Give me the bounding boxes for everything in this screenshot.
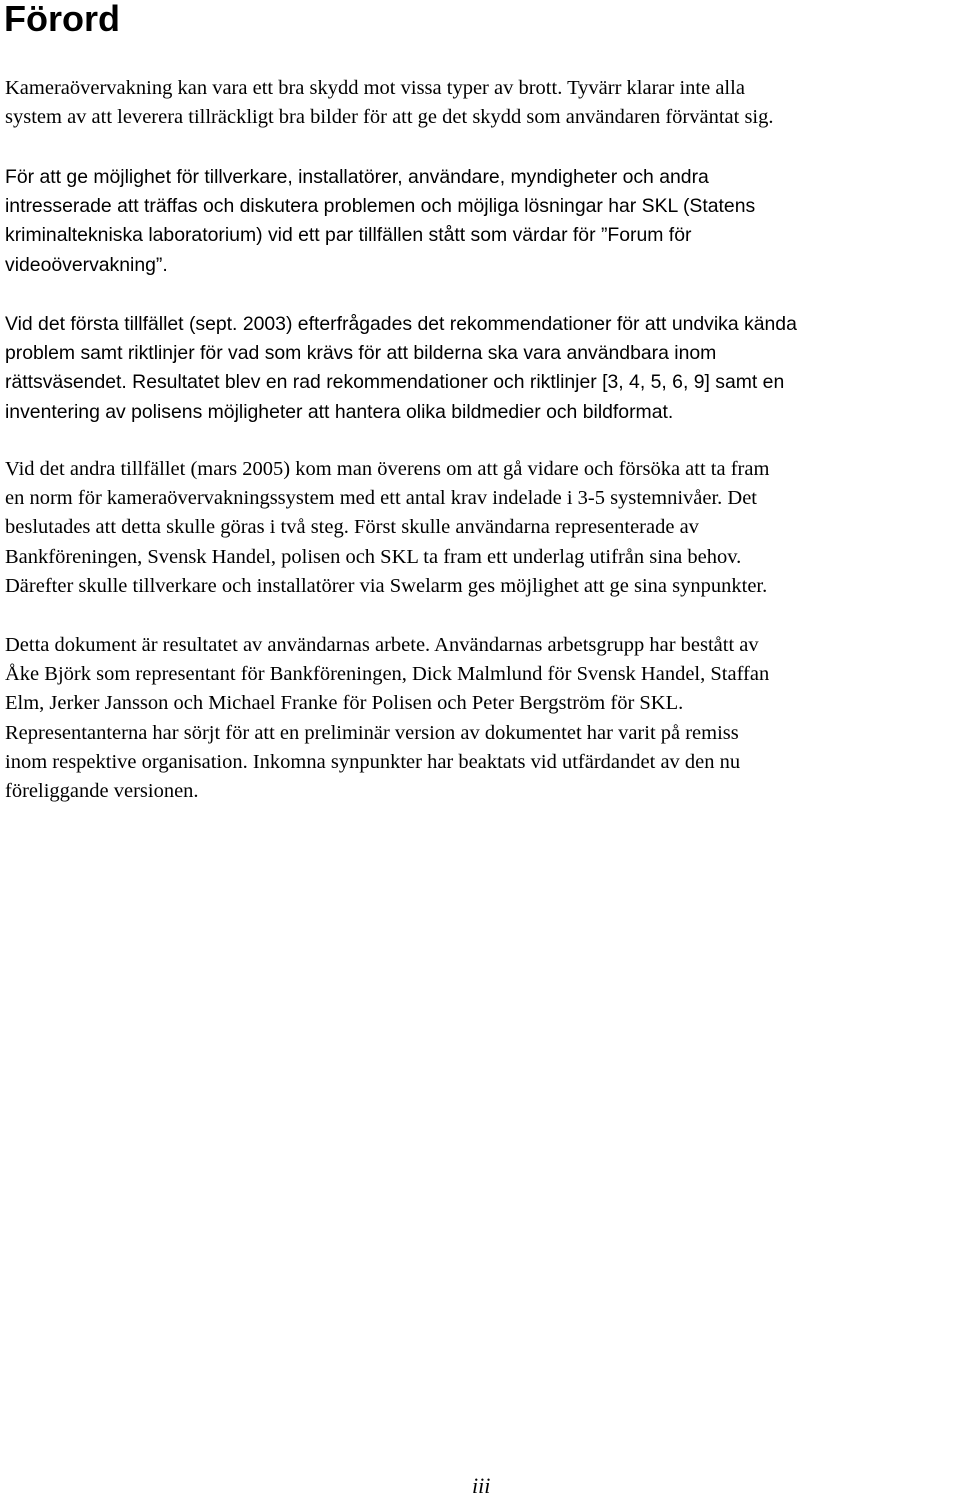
text-line: föreliggande versionen. [5, 780, 199, 803]
text-line: kriminaltekniska laboratorium) vid ett par tillfällen stått som värdar för ”Forum för [5, 224, 692, 247]
text-line: För att ge möjlighet för tillverkare, installatörer, användare, myndigheter och andra [5, 166, 709, 188]
paragraph-intro [5, 74, 955, 132]
text-line: Kameraövervakning kan vara ett bra skydd mot vissa typer av brott. Tyvärr klarar inte alla [5, 77, 745, 99]
text-line: Åke Björk som representant för Bankföreningen, Dick Malmlund för Svensk Handel, Staffan [5, 663, 770, 686]
text-line: Detta dokument är resultatet av användarnas arbete. Användarnas arbetsgrupp har bestått av [5, 634, 759, 656]
text-line: Bankföreningen, Svensk Handel, polisen och SKL ta fram ett underlag utifrån sina behov. [5, 545, 742, 568]
text-line: beslutades att detta skulle göras i två steg. Först skulle användarna representerade av [5, 516, 699, 539]
text-line: rättsväsendet. Resultatet blev en rad rekommendationer och riktlinjer [3, 4, 5, 6, 9] samt en [5, 371, 785, 394]
text-line: Vid det första tillfället (sept. 2003) efterfrågades det rekommendationer för att undvika kända [5, 313, 797, 335]
text-line: inventering av polisens möjligheter att hantera olika bildmedier och bildformat. [5, 400, 674, 423]
text-line: Elm, Jerker Jansson och Michael Franke för Polisen och Peter Bergström för SKL. [5, 692, 684, 715]
text-line: system av att leverera tillräckligt bra bilder för att ge det skydd som användaren förväntat sig. [5, 106, 774, 129]
paragraph-forum [5, 163, 955, 280]
paragraph-working-group [5, 631, 955, 806]
text-line: Därefter skulle tillverkare och installatörer via Swelarm ges möjlighet att ge sina synpunkter. [5, 574, 768, 597]
text-line: Representanterna har sörjt för att en preliminär version av dokumentet har varit på remiss [5, 721, 739, 744]
page-title: Förord [4, 0, 120, 39]
paragraph-second-meeting [5, 455, 955, 601]
text-line: videoövervakning”. [5, 253, 168, 276]
text-line: inom respektive organisation. Inkomna synpunkter har beaktats vid utfärdandet av den nu [5, 750, 741, 773]
text-line: en norm för kameraövervakningssystem med ett antal krav indelade i 3-5 systemnivåer. Det [5, 487, 758, 510]
paragraph-first-meeting [5, 310, 955, 427]
text-line: problem samt riktlinjer för vad som krävs för att bilderna ska vara användbara inom [5, 342, 717, 365]
page-number: iii [472, 1473, 491, 1498]
text-line: Vid det andra tillfället (mars 2005) kom man överens om att gå vidare och försöka att ta fram [5, 458, 770, 480]
text-line: intresserade att träffas och diskutera problemen och möjliga lösningar har SKL (Statens [5, 195, 756, 218]
